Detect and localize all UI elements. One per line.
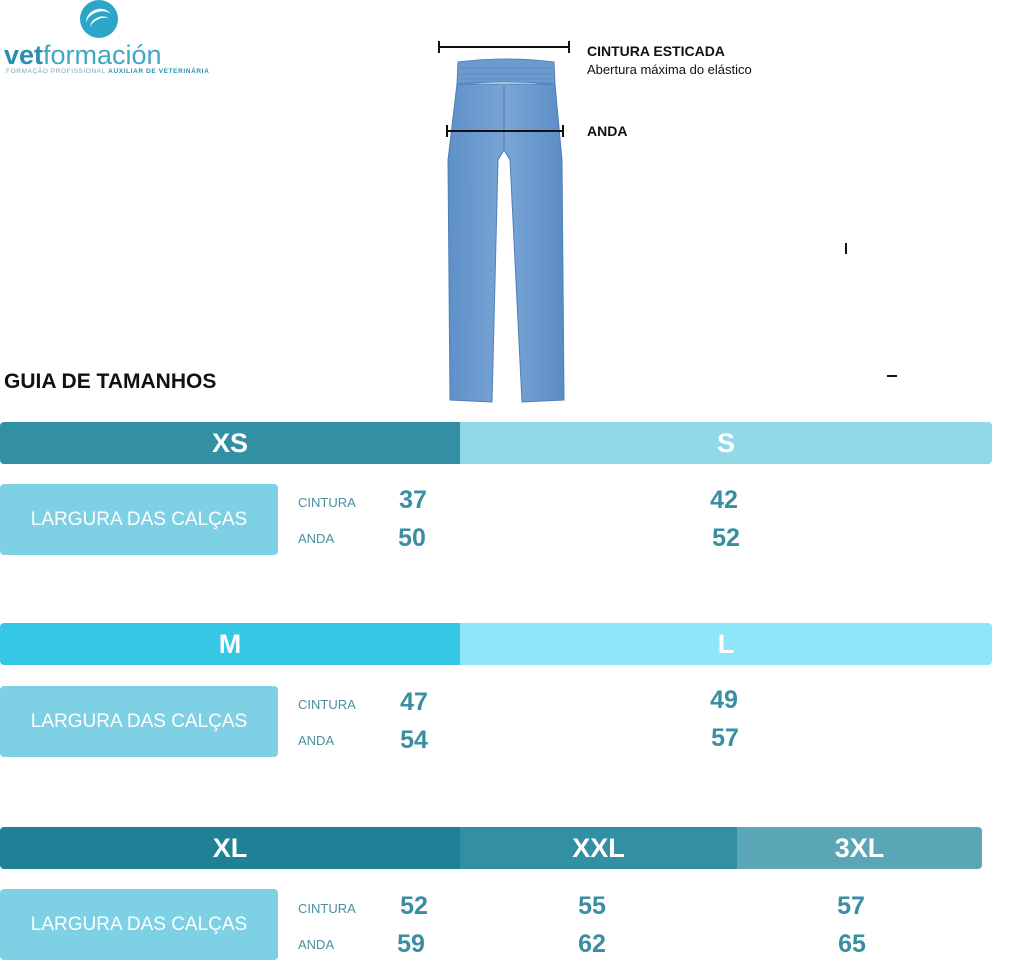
logo-emblem-icon (80, 0, 118, 38)
waist-value: 52 (400, 892, 428, 920)
hip-value: 52 (712, 524, 740, 552)
row-title-box: LARGURA DAS CALÇAS (0, 889, 278, 960)
size-s-cell: S (460, 422, 992, 464)
waist-value: 49 (710, 686, 738, 714)
hip-value: 62 (578, 930, 606, 958)
row-title-box: LARGURA DAS CALÇAS (0, 484, 278, 555)
waist-row-label: CINTURA (298, 495, 356, 510)
hip-row-label: ANDA (298, 531, 335, 546)
hip-value: 54 (400, 726, 428, 754)
waist-measure-note: Abertura máxima do elástico (587, 62, 752, 77)
waist-value: 57 (837, 892, 865, 920)
size-xxl-cell: XXL (460, 827, 737, 869)
size-l-cell: L (460, 623, 992, 665)
stray-mark (887, 375, 897, 377)
page-title: GUIA DE TAMANHOS (4, 370, 217, 393)
waist-measure-line (438, 46, 570, 48)
brand-name: vetformación (4, 40, 162, 70)
waist-row-label: CINTURA (298, 697, 356, 712)
stray-mark (845, 243, 847, 254)
waist-row-label: CINTURA (298, 901, 356, 916)
size-m-cell: M (0, 623, 460, 665)
size-xs-cell: XS (0, 422, 460, 464)
hip-row-label: ANDA (298, 937, 335, 952)
brand-logo (4, 0, 210, 80)
hip-row-label: ANDA (298, 733, 335, 748)
waist-value: 37 (399, 486, 427, 514)
waist-value: 42 (710, 486, 738, 514)
hip-measure-line (446, 130, 564, 132)
waist-measure-label: CINTURA ESTICADA (587, 43, 725, 59)
row-title-box: LARGURA DAS CALÇAS (0, 686, 278, 757)
hip-value: 65 (838, 930, 866, 958)
hip-measure-label: ANDA (587, 123, 628, 139)
waist-value: 55 (578, 892, 606, 920)
hip-value: 50 (398, 524, 426, 552)
size-header-bar (0, 623, 992, 665)
hip-value: 57 (711, 724, 739, 752)
size-header-bar (0, 422, 992, 464)
waist-value: 47 (400, 688, 428, 716)
size-header-bar (0, 827, 982, 869)
hip-value: 59 (397, 930, 425, 958)
size-xl-cell: XL (0, 827, 460, 869)
trousers-illustration (436, 40, 576, 410)
brand-tagline: FORMAÇÃO PROFISSIONAL AUXILIAR DE VETERINÁRIA (6, 68, 210, 75)
size-3xl-cell: 3XL (737, 827, 982, 869)
